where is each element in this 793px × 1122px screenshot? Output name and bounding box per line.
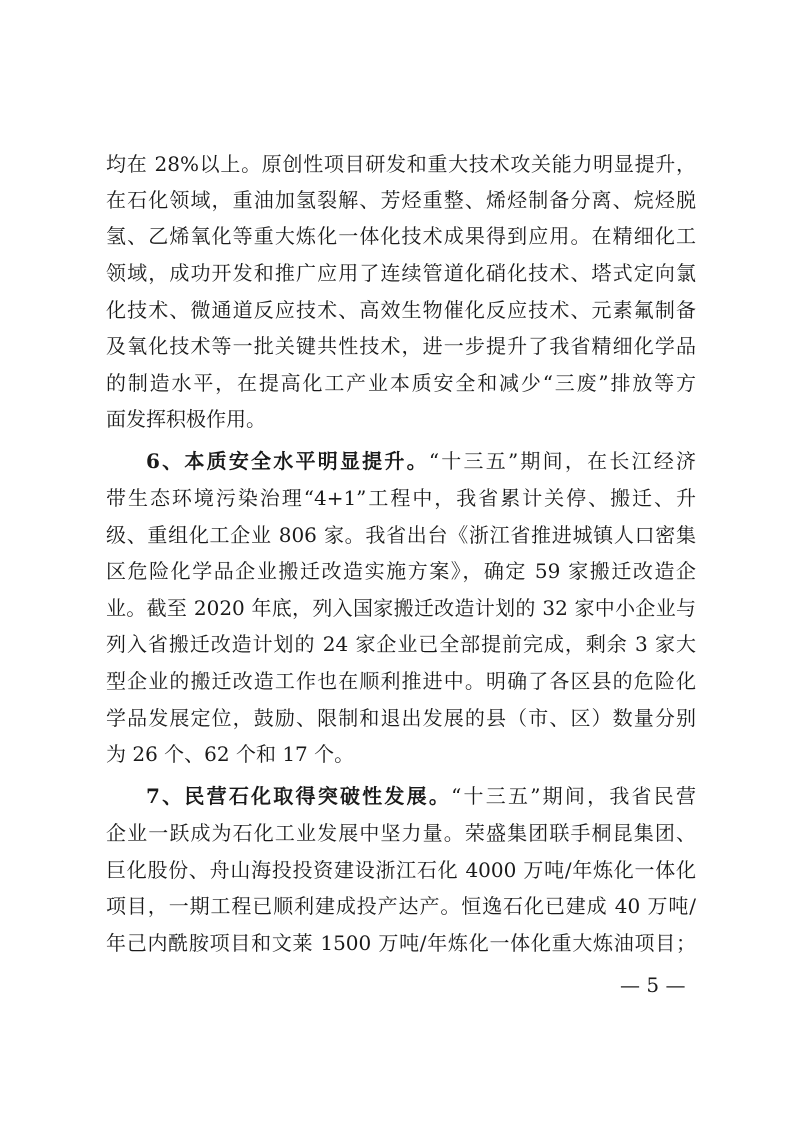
text-line: 型企业的搬迁改造工作也在顺利推进中。明确了各区县的危险化 xyxy=(106,669,696,693)
text-line: 区危险化学品企业搬迁改造实施方案》，确定 59 家搬迁改造企 xyxy=(106,559,696,583)
paragraph-first-line xyxy=(146,779,696,813)
text-line: 氢、乙烯氧化等重大炼化一体化技术成果得到应用。在精细化工 xyxy=(106,224,696,248)
text-line: 为 26 个、62 个和 17 个。 xyxy=(106,742,355,766)
text-line: 的制造水平，在提高化工产业本质安全和减少“三废”排放等方 xyxy=(106,371,696,395)
text-line: 级、重组化工企业 806 家。我省出台《浙江省推进城镇人口密集 xyxy=(106,523,696,547)
text-line: 项目，一期工程已顺利建成投产达产。恒逸石化已建成 40 万吨/ xyxy=(106,894,696,918)
text-line: 列入省搬迁改造计划的 24 家企业已全部提前完成，剩余 3 家大 xyxy=(106,632,696,656)
text-line: 均在 28%以上。原创性项目研发和重大技术攻关能力明显提升， xyxy=(106,152,696,176)
section-heading-6: 6、本质安全水平明显提升。 xyxy=(146,449,429,473)
text-line: 及氧化技术等一批关键共性技术，进一步提升了我省精细化学品 xyxy=(106,334,696,358)
text-line: 在石化领域，重油加氢裂解、芳烃重整、烯烃制备分离、烷烃脱 xyxy=(106,188,696,212)
text-line: 领域，成功开发和推广应用了连续管道化硝化技术、塔式定向氯 xyxy=(106,261,696,285)
text-run: “十三五”期间，我省民营 xyxy=(451,784,696,808)
text-line: 化技术、微通道反应技术、高效生物催化反应技术、元素氟制备 xyxy=(106,298,696,322)
paragraph-first-line xyxy=(146,444,696,478)
text-line: 巨化股份、舟山海投投资建设浙江石化 4000 万吨/年炼化一体化 xyxy=(106,858,696,882)
text-line: 企业一跃成为石化工业发展中坚力量。荣盛集团联手桐昆集团、 xyxy=(106,821,696,845)
text-line: 带生态环境污染治理“4+1”工程中，我省累计关停、搬迁、升 xyxy=(106,486,696,510)
section-heading-7: 7、民营石化取得突破性发展。 xyxy=(146,784,452,808)
page-number: — 5 — xyxy=(620,973,686,997)
text-line: 年己内酰胺项目和文莱 1500 万吨/年炼化一体化重大炼油项目； xyxy=(106,931,696,955)
text-run: “十三五”期间，在长江经济 xyxy=(428,449,696,473)
text-line: 面发挥积极作用。 xyxy=(106,407,266,431)
text-line: 业。截至 2020 年底，列入国家搬迁改造计划的 32 家中小企业与 xyxy=(106,596,696,620)
text-line: 学品发展定位，鼓励、限制和退出发展的县（市、区）数量分别 xyxy=(106,706,696,730)
